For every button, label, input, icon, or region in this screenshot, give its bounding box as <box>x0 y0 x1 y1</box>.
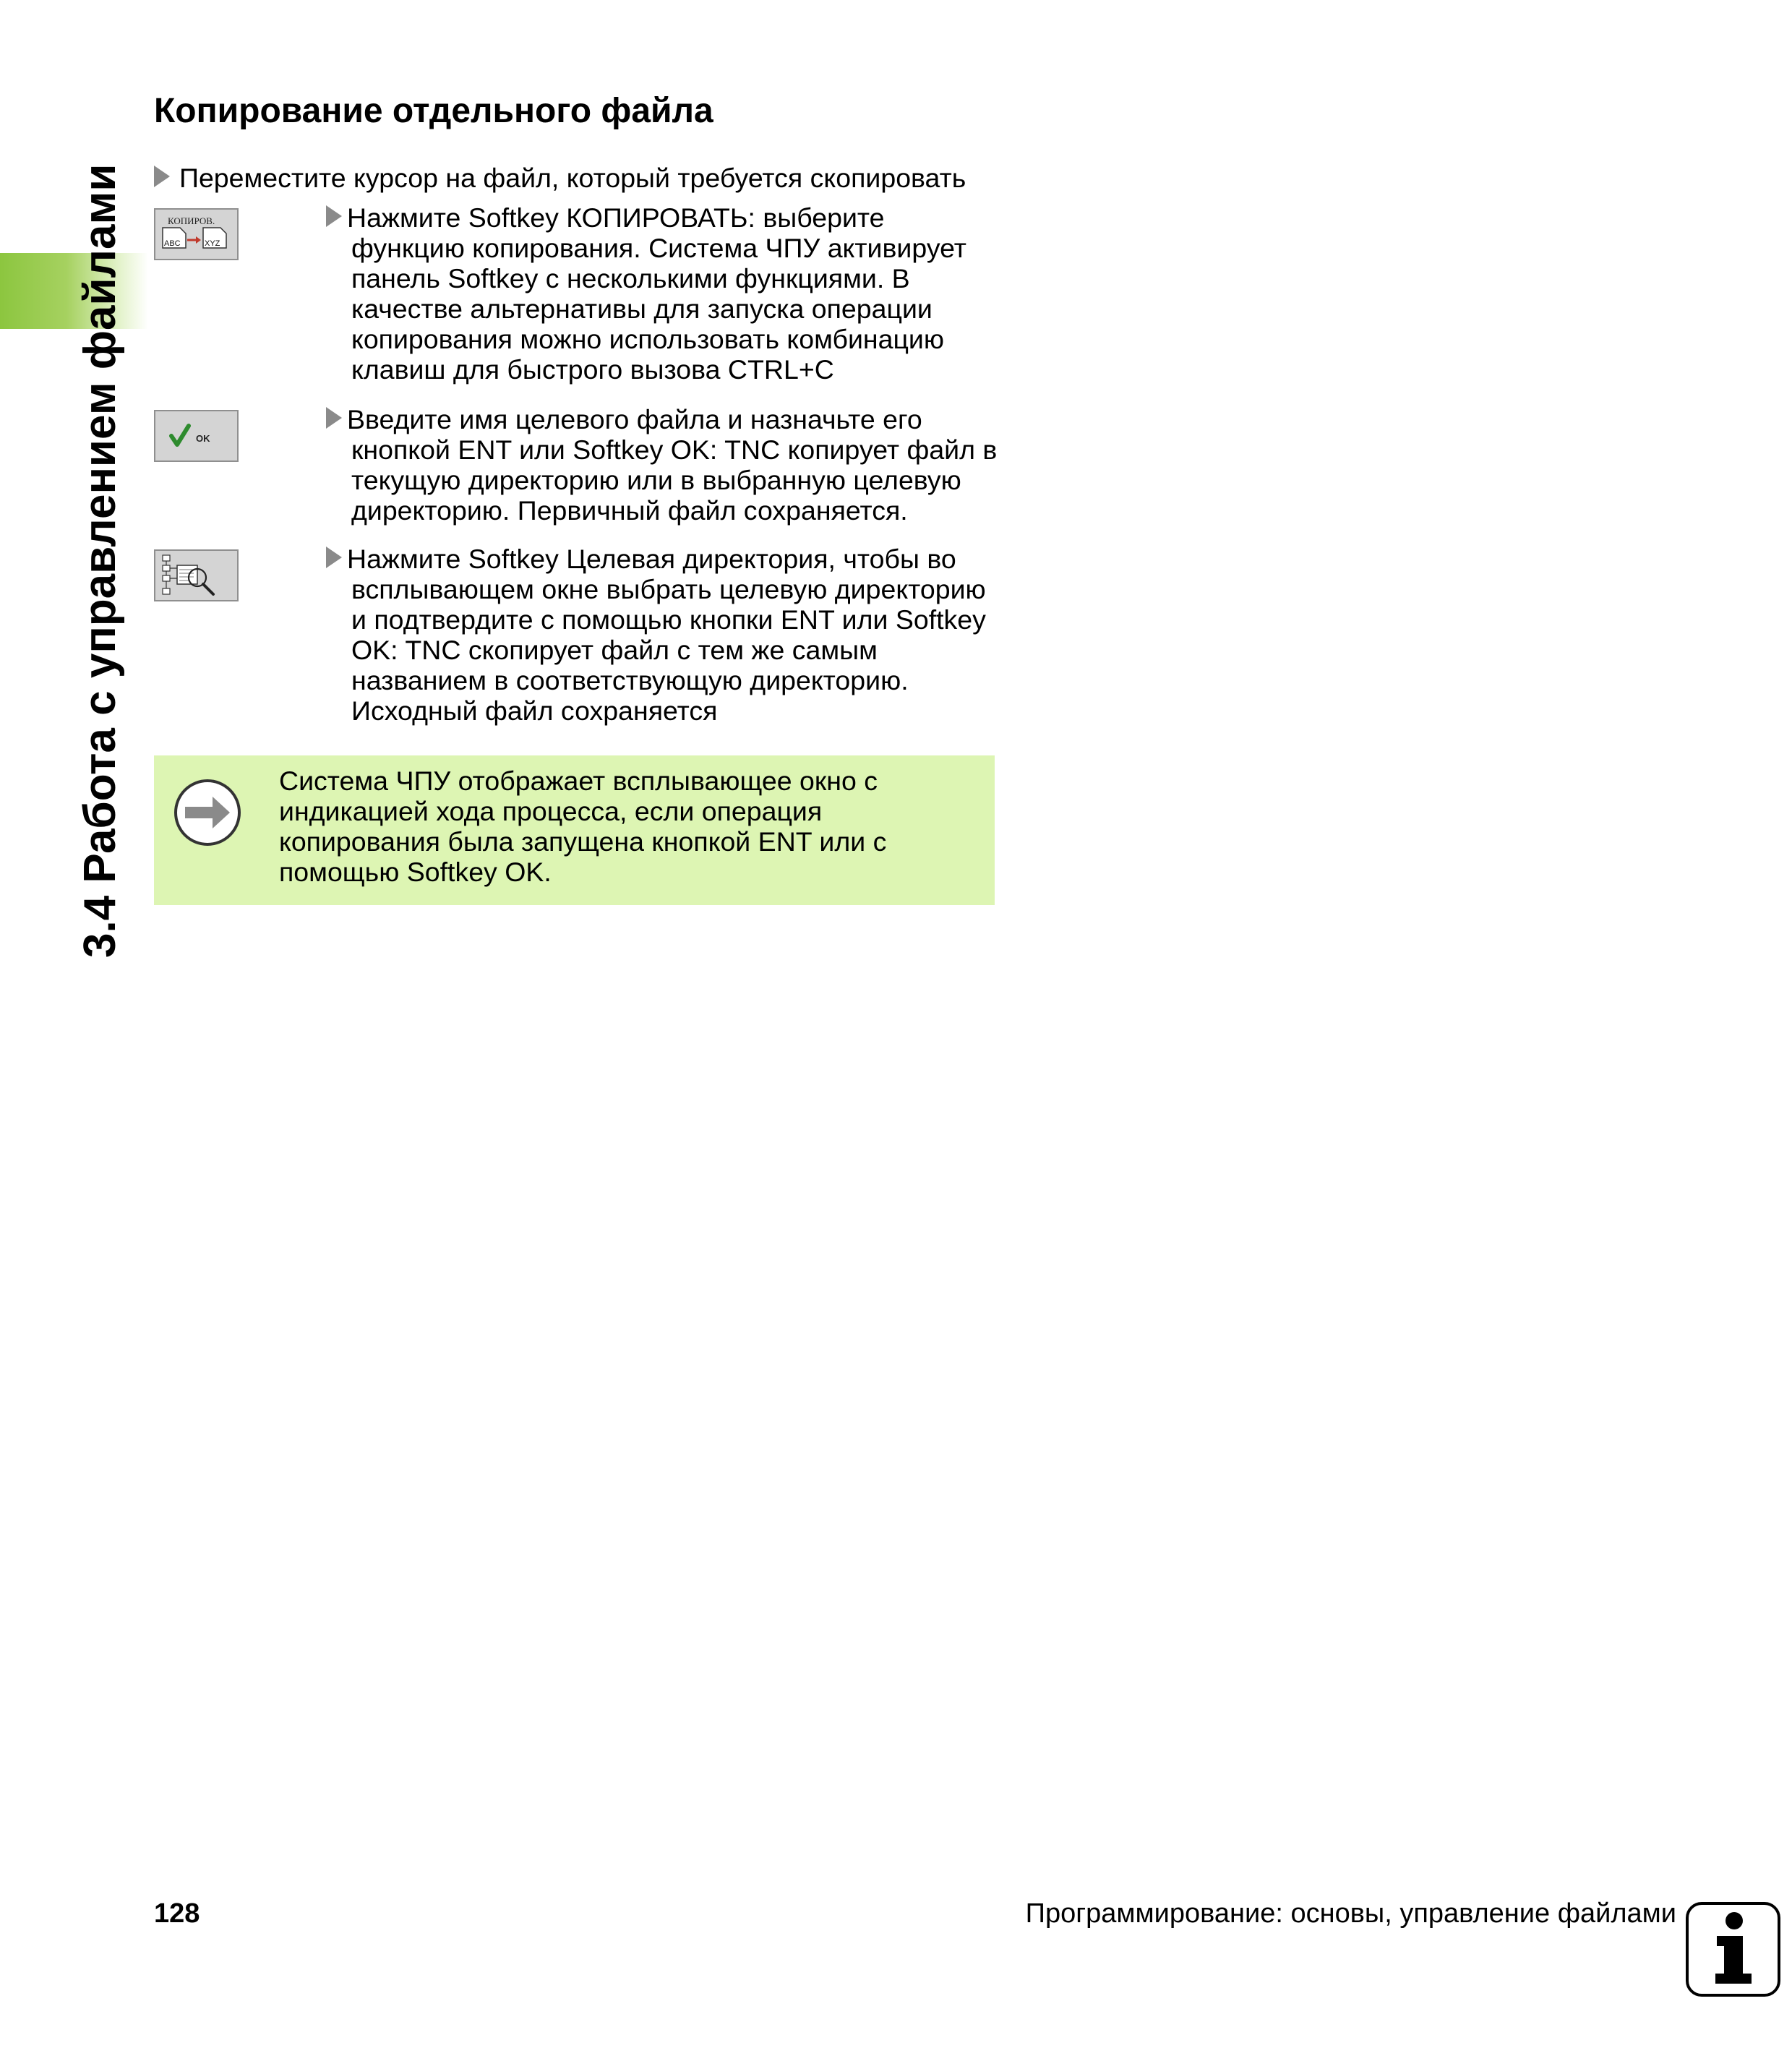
copy-softkey-caption: КОПИРОВ. <box>168 215 215 226</box>
copy-softkey-from: ABC <box>164 239 181 248</box>
note-text: Система ЧПУ отображает всплывающее окно с индикацией хода процесса, если операция копирования была запущена кнопкой ENT или с помощью Softkey OK. <box>279 766 887 887</box>
info-icon <box>1685 1901 1781 1997</box>
step-bullet-icon <box>326 407 342 429</box>
chapter-title: 3.4 Работа с управлением файлами <box>75 163 125 958</box>
note-box <box>154 755 995 905</box>
step-bullet-icon <box>154 166 170 187</box>
target-directory-softkey-icon <box>154 549 239 601</box>
copy-softkey-icon <box>154 208 239 260</box>
ok-softkey-icon <box>154 410 239 462</box>
step-bullet-icon <box>326 205 342 227</box>
page-number: 128 <box>154 1898 200 1929</box>
step-3-text: Нажмите Softkey Целевая директория, чтобы во всплывающем окне выбрать целевую директорию и подтвердите с помощью кнопки ENT или Softkey OK: TNC скопирует файл с тем же самым названием в соответствующую директорию. Исходный файл сохраняется <box>347 544 986 726</box>
step-bullet-icon <box>326 547 342 568</box>
chapter-tab-accent <box>0 253 148 329</box>
section-heading: Копирование отдельного файла <box>154 92 713 130</box>
intro-step-text: Переместите курсор на файл, который требуется скопировать <box>179 163 966 193</box>
ok-softkey-caption: OK <box>196 433 210 444</box>
step-2-text: Введите имя целевого файла и назначьте его кнопкой ENT или Softkey OK: TNC копирует файл в текущую директорию или в выбранную целевую директорию. Первичный файл сохраняется. <box>347 404 998 526</box>
copy-softkey-to: XYZ <box>205 239 220 248</box>
footer-title: Программирование: основы, управление файлами <box>1025 1898 1676 1929</box>
arrow-right-circle-icon <box>173 779 241 847</box>
step-1-text: Нажмите Softkey КОПИРОВАТЬ: выберите функцию копирования. Система ЧПУ активирует панель Softkey с несколькими функциями. В качестве альтернативы для запуска операции копирования можно использовать комбинацию клавиш для быстрого вызова CTRL+C <box>347 202 966 385</box>
